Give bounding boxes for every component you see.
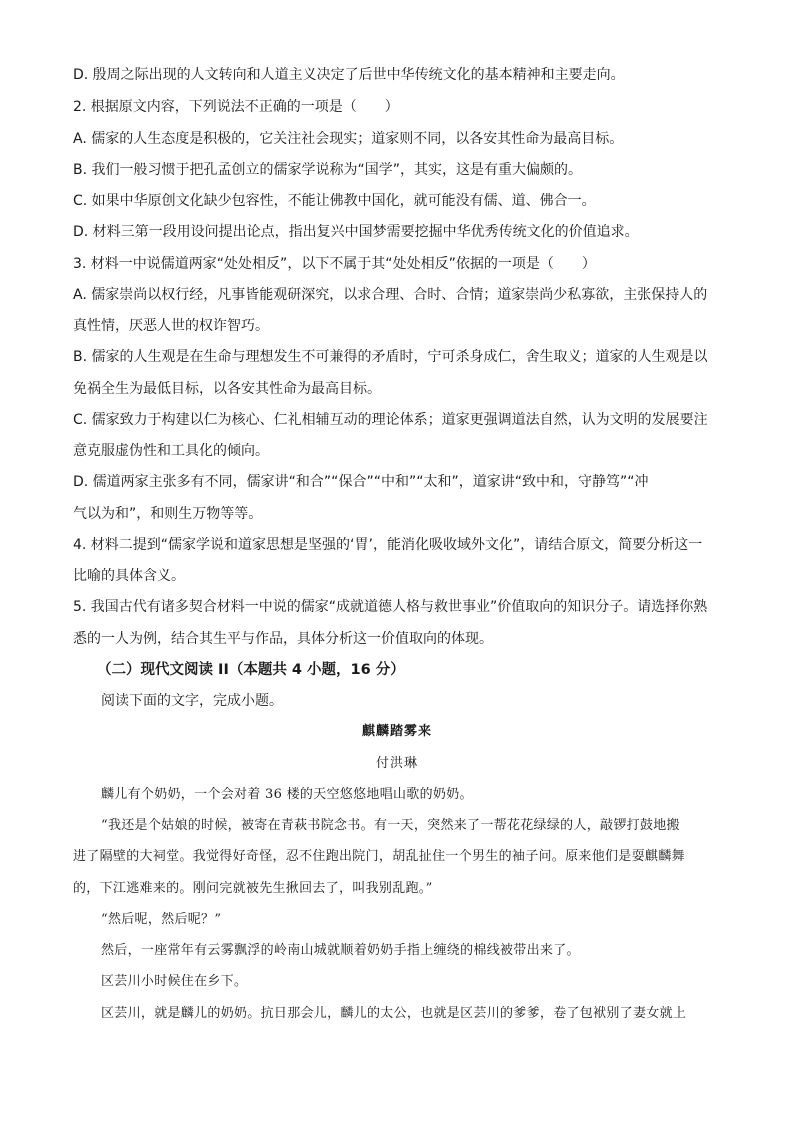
question-4-cont: 比喻的具体含义。 [73,568,185,584]
story-title: 麒麟踏雾来 [361,724,432,739]
story-paragraph: 然后，一座常年有云雾飘浮的岭南山城就顺着奶奶手指上缠绕的棉线被带出来了。 [101,943,580,958]
option-b-q3: B. 儒家的人生观是在生命与理想发生不可兼得的矛盾时，宁可杀身成仁，舍生取义；道家的人生观是以 [73,349,708,365]
story-paragraph: 区芸川，就是麟儿的奶奶。抗日那会儿，麟儿的太公，也就是区芸川的爹爹，卷了包袱别了妻女就上 [101,1006,687,1021]
option-d-q2: D. 材料三第一段用设问提出论点，指出复兴中国梦需要挖掘中华优秀传统文化的价值追求。 [73,224,639,240]
option-c-q2: C. 如果中华原创文化缺少包容性，不能让佛教中国化，就可能没有儒、道、佛合一。 [73,193,596,209]
story-author: 付洪琳 [375,756,418,771]
question-5: 5. 我国古代有诸多契合材料一中说的儒家“成就道德人格与救世事业”价值取向的知识分子。请选择你熟 [73,599,708,615]
option-c-q3-cont: 意克服虚伪性和工具化的倾向。 [73,443,269,459]
story-paragraph: 麟儿有个奶奶，一个会对着 36 楼的天空悠悠地唱山歌的奶奶。 [101,787,473,802]
question-5-cont: 悉的一人为例，结合其生平与作品，具体分析这一价值取向的体现。 [73,631,493,647]
option-b-q2: B. 我们一般习惯于把孔孟创立的儒家学说称为“国学”，其实，这是有重大偏颇的。 [73,162,583,178]
question-3: 3. 材料一中说儒道两家“处处相反”，以下不属于其“处处相反”依据的一项是（ ） [73,256,596,272]
option-a-q2: A. 儒家的人生态度是积极的，它关注社会现实；道家则不同，以各安其性命为最高目标。 [73,131,624,147]
question-2: 2. 根据原文内容，下列说法不正确的一项是（ ） [73,99,399,115]
option-b-q3-cont: 免祸全生为最低目标，以各安其性命为最高目标。 [73,381,381,397]
option-d-q3-cont: 气以为和”，和则生万物等等。 [73,506,263,522]
story-paragraph-cont: 进了隔壁的大祠堂。我觉得好奇怪，忍不住跑出院门，胡乱扯住一个男生的袖子问。原来他们是耍麒麟舞 [73,849,685,864]
option-d-q3: D. 儒道两家主张多有不同，儒家讲“和合”“保合”“中和”“太和”，道家讲“致中和，守静笃”“冲 [73,474,649,490]
option-d-q1: D. 殷周之际出现的人文转向和人道主义决定了后世中华传统文化的基本精神和主要走向。 [73,67,625,83]
question-4: 4. 材料二提到“儒家学说和道家思想是坚强的‘胃’，能消化吸收域外文化”，请结合原文，简要分析这一 [73,537,703,553]
story-paragraph: 区芸川小时候住在乡下。 [101,974,248,989]
option-c-q3: C. 儒家致力于构建以仁为核心、仁礼相辅互动的理论体系；道家更强调道法自然，认为文明的发展要注 [73,412,708,428]
option-a-q3-cont: 真性情，厌恶人世的权诈智巧。 [73,318,269,334]
story-paragraph-cont: 的，下江逃难来的。刚问完就被先生揪回去了，叫我别乱跑。” [73,881,433,896]
option-a-q3: A. 儒家崇尚以权行经，凡事皆能观研深究，以求合理、合时、合情；道家崇尚少私寡欲，主张保持人的 [73,287,708,303]
story-paragraph: “我还是个姑娘的时候，被寄在青萩书院念书。有一天，突然来了一帮花花绿绿的人，敲锣打鼓地搬 [101,818,680,833]
section-heading: （二）现代文阅读 II（本题共 4 小题，16 分） [97,662,405,678]
story-paragraph: “然后呢，然后呢？” [101,912,222,927]
reading-instruction: 阅读下面的文字，完成小题。 [101,693,283,709]
